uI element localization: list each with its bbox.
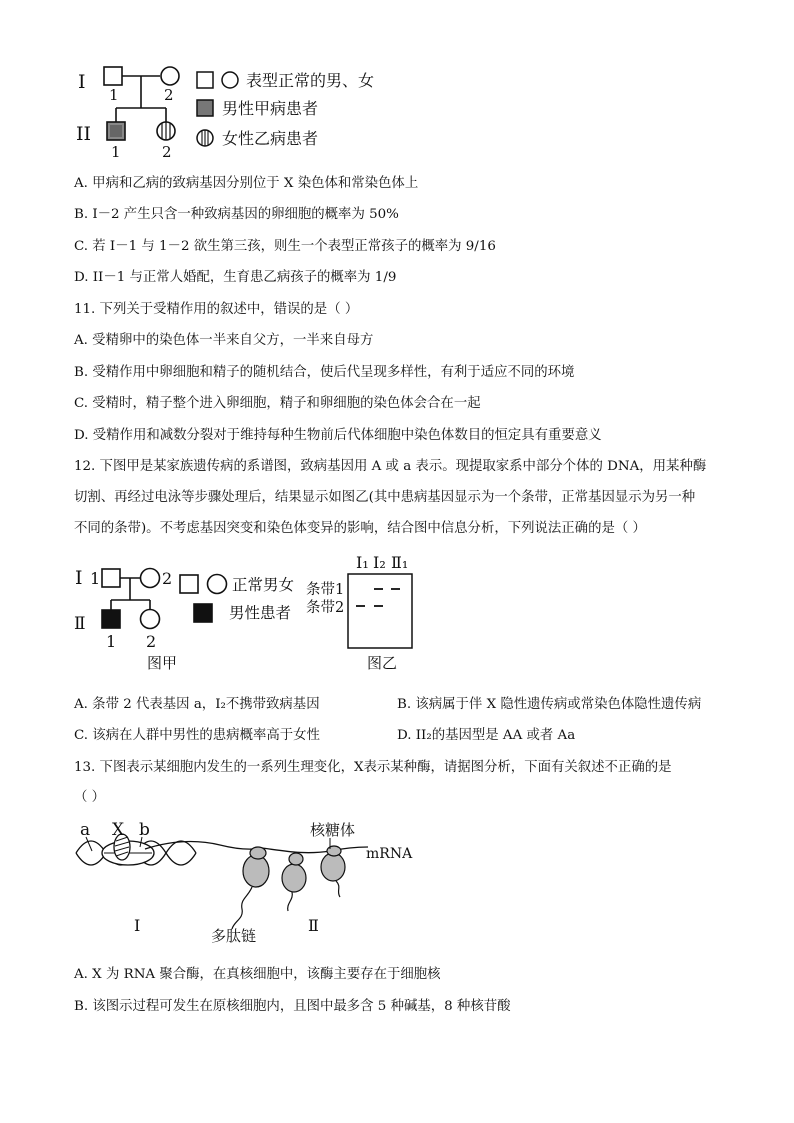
generation-label-II: II (76, 123, 92, 145)
legend-male-a-label: 男性甲病患者 (222, 99, 319, 118)
q11-option-c: C. 受精时，精子整个进入卵细胞，精子和卵细胞的染色体会合在一起 (74, 396, 481, 411)
q10-option-d: D. II－1 与正常人婚配，生育患乙病孩子的概率为 1/9 (74, 270, 397, 285)
polypeptide-1 (232, 887, 252, 929)
label-stage-II: Ⅱ (308, 916, 319, 935)
label-b: b (139, 820, 150, 840)
gel-band-2-label: 条带2 (306, 600, 345, 616)
gel-box (348, 574, 412, 648)
q11-option-a: A. 受精卵中的染色体一半来自父方，一半来自母方 (74, 333, 374, 348)
legend-male-a-patient-icon (197, 100, 213, 116)
q10-option-b: B. I－2 产生只含一种致病基因的卵细胞的概率为 50% (74, 207, 399, 222)
q13-stem: 13. 下图表示某细胞内发生的一系列生理变化，X表示某种酶，请据图分析，下面有关叙述不正确的是 (74, 760, 672, 775)
ribosome-3 (321, 853, 345, 881)
legend-normal-female-icon (222, 72, 238, 88)
individual-number-II1: 1 (111, 143, 121, 161)
q12-number-I1: 1 (90, 569, 101, 588)
q12-stem-line-2: 切割、再经过电泳等步骤处理后，结果显示如图乙(其中患病基因显示为一个条带，正常基因显示为另一种 (74, 490, 696, 505)
female-normal-I2 (161, 67, 179, 85)
q10-option-a: A. 甲病和乙病的致病基因分别位于 X 染色体和常染色体上 (74, 176, 419, 191)
q12-caption-a: 图甲 (147, 654, 178, 672)
gel-header-I2: I₂ (373, 553, 386, 572)
polypeptide-3 (336, 881, 340, 897)
pedigree-figure-1 (0, 0, 794, 170)
q12-number-II2: 2 (146, 632, 157, 651)
legend-female-b-label: 女性乙病患者 (222, 129, 319, 148)
gel-header-II1: Ⅱ₁ (391, 553, 409, 572)
q10-option-c: C. 若 I－1 与 1－2 欲生第三孩，则生一个表型正常孩子的概率为 9/16 (74, 239, 496, 254)
q12-male-patient-II1 (102, 610, 120, 628)
individual-number-I2: 2 (164, 86, 174, 104)
ribosome-2 (282, 864, 306, 892)
label-mrna: mRNA (366, 846, 413, 862)
polypeptide-2 (288, 892, 293, 911)
q12-male-normal-I1 (102, 569, 120, 587)
q13-figure (0, 815, 794, 950)
q11-stem: 11. 下列关于受精作用的叙述中，错误的是（ ） (74, 302, 359, 317)
label-x: X (112, 820, 125, 840)
label-a: a (80, 820, 91, 840)
generation-label-I: I (78, 71, 86, 93)
q12-number-I2: 2 (162, 569, 173, 588)
q13-paren: （ ） (74, 790, 106, 805)
q12-number-II1: 1 (106, 632, 117, 651)
q12-stem-line-3: 不同的条带)。不考虑基因突变和染色体变异的影响，结合图中信息分析，下列说法正确的是（ ） (74, 521, 646, 536)
legend-normal-male-icon (197, 72, 213, 88)
gel-header-I1: I₁ (356, 553, 369, 572)
label-stage-I: I (134, 916, 141, 935)
ribosome-1 (243, 855, 269, 887)
q12-legend-female-icon (208, 575, 227, 594)
legend-normal-label: 表型正常的男、女 (246, 71, 375, 90)
q13-option-b: B. 该图示过程可发生在原核细胞内，且图中最多含 5 种碱基，8 种核苷酸 (74, 999, 511, 1014)
q12-female-normal-II2 (141, 610, 160, 629)
q12-stem-line-1: 12. 下图甲是某家族遗传病的系谱图，致病基因用 A 或 a 表示。现提取家系中部分个体的 DNA，用某种酶 (74, 459, 707, 474)
label-ribosome: 核糖体 (310, 821, 356, 839)
q12-legend-patient-label: 男性患者 (229, 604, 292, 622)
male-normal-I1 (104, 67, 122, 85)
q12-figure (0, 550, 794, 680)
q12-legend-normal-label: 正常男女 (232, 576, 295, 594)
q12-legend-patient-icon (194, 604, 212, 622)
q12-female-normal-I2 (141, 569, 160, 588)
q12-legend-male-icon (180, 575, 198, 593)
q12-option-b: B. 该病属于伴 X 隐性遗传病或常染色体隐性遗传病 (397, 697, 702, 712)
q12-option-d: D. II₂的基因型是 AA 或者 Aa (397, 728, 576, 743)
gel-band-1-label: 条带1 (306, 582, 345, 598)
q12-generation-I: I (75, 567, 83, 589)
q11-option-d: D. 受精作用和减数分裂对于维持每种生物前后代体细胞中染色体数目的恒定具有重要意义 (74, 428, 602, 443)
q12-option-a: A. 条带 2 代表基因 a，I₂不携带致病基因 (74, 697, 320, 712)
q11-option-b: B. 受精作用中卵细胞和精子的随机结合，使后代呈现多样性，有利于适应不同的环境 (74, 365, 575, 380)
individual-number-II2: 2 (162, 143, 172, 161)
q12-option-c: C. 该病在人群中男性的患病概率高于女性 (74, 728, 320, 743)
q12-generation-II: Ⅱ (74, 614, 86, 634)
q12-caption-b: 图乙 (367, 654, 398, 672)
label-polypeptide: 多肽链 (211, 927, 257, 945)
individual-number-I1: 1 (109, 86, 119, 104)
q13-option-a: A. X 为 RNA 聚合酶，在真核细胞中，该酶主要存在于细胞核 (74, 967, 441, 982)
